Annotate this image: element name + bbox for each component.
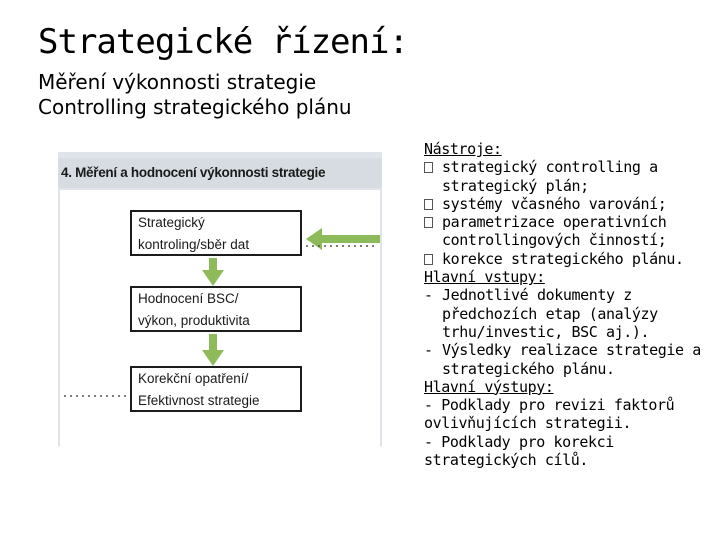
tools-item-1-line-1: strategický controlling a bbox=[442, 158, 658, 177]
inputs-item-2-line-1: Výsledky realizace strategie a bbox=[442, 341, 701, 360]
incoming-arrow-shaft bbox=[322, 235, 380, 243]
tools-heading: Nástroje: bbox=[424, 140, 502, 158]
step-2-line-1: Hodnocení BSC/ bbox=[138, 291, 239, 306]
step-box-corrective-measures bbox=[130, 366, 302, 412]
step-1-line-2: kontroling/sběr dat bbox=[138, 237, 250, 252]
step-box-bsc-evaluation bbox=[130, 286, 302, 332]
subtitle-line-2: Controlling strategického plánu bbox=[38, 95, 352, 119]
outputs-line-3: - Podklady pro korekci bbox=[424, 432, 614, 451]
inputs-item-1 bbox=[424, 286, 714, 341]
figure-header bbox=[58, 158, 382, 188]
checkbox-bullet-icon bbox=[424, 217, 433, 228]
figure-canvas bbox=[60, 190, 380, 446]
figure-header-text: 4. Měření a hodnocení výkonnosti strategie bbox=[61, 165, 326, 180]
tools-item-4 bbox=[424, 250, 714, 268]
tools-item-4-line-1: korekce strategického plánu. bbox=[442, 249, 684, 268]
inputs-item-2-line-2: strategického plánu. bbox=[442, 359, 615, 378]
tools-item-3 bbox=[424, 213, 714, 250]
inputs-item-1-line-1: Jednotlivé dokumenty z bbox=[442, 286, 632, 305]
process-figure bbox=[58, 152, 382, 446]
outputs-line-2: ovlivňujících strategii. bbox=[424, 414, 632, 433]
inputs-item-1-line-2: předchozích etap (analýzy bbox=[442, 304, 658, 323]
tools-item-2 bbox=[424, 195, 714, 213]
checkbox-bullet-icon bbox=[424, 199, 433, 210]
down-arrow-1-shaft bbox=[209, 258, 217, 272]
dash-marker: - bbox=[424, 341, 433, 360]
step-1-line-1: Strategický bbox=[138, 215, 205, 230]
step-2-line-2: výkon, produktivita bbox=[138, 313, 250, 328]
outputs-line-1: - Podklady pro revizi faktorů bbox=[424, 396, 675, 415]
tools-item-1 bbox=[424, 158, 714, 195]
step-3-line-2: Efektivnost strategie bbox=[138, 393, 260, 408]
tools-item-2-line-1: systémy včasného varování; bbox=[442, 194, 667, 213]
tools-item-1-line-2: strategický plán; bbox=[442, 176, 589, 195]
step-3-line-1: Korekční opatření/ bbox=[138, 371, 249, 386]
outputs-line-4: strategických cílů. bbox=[424, 451, 588, 470]
inputs-item-2 bbox=[424, 341, 714, 378]
slide-subtitle bbox=[38, 70, 352, 120]
down-arrow-1-head bbox=[202, 270, 224, 286]
inputs-heading: Hlavní vstupy: bbox=[424, 268, 545, 287]
outputs-heading: Hlavní výstupy: bbox=[424, 377, 554, 396]
down-arrow-2-shaft bbox=[209, 334, 217, 352]
checkbox-bullet-icon bbox=[424, 254, 433, 265]
inputs-item-1-line-3: trhu/investic, BSC aj.). bbox=[442, 322, 650, 341]
dash-marker: - bbox=[424, 286, 433, 305]
down-arrow-2-head bbox=[202, 350, 224, 366]
subtitle-line-1: Měření výkonnosti strategie bbox=[38, 70, 317, 94]
tools-item-3-line-2: controllingových činností; bbox=[442, 231, 667, 250]
slide-title: Strategické řízení: bbox=[38, 22, 408, 62]
step-box-strategic-controlling bbox=[130, 210, 302, 256]
tools-item-3-line-1: parametrizace operativních bbox=[442, 213, 667, 232]
checkbox-bullet-icon bbox=[424, 162, 433, 173]
right-text-block bbox=[424, 140, 714, 469]
